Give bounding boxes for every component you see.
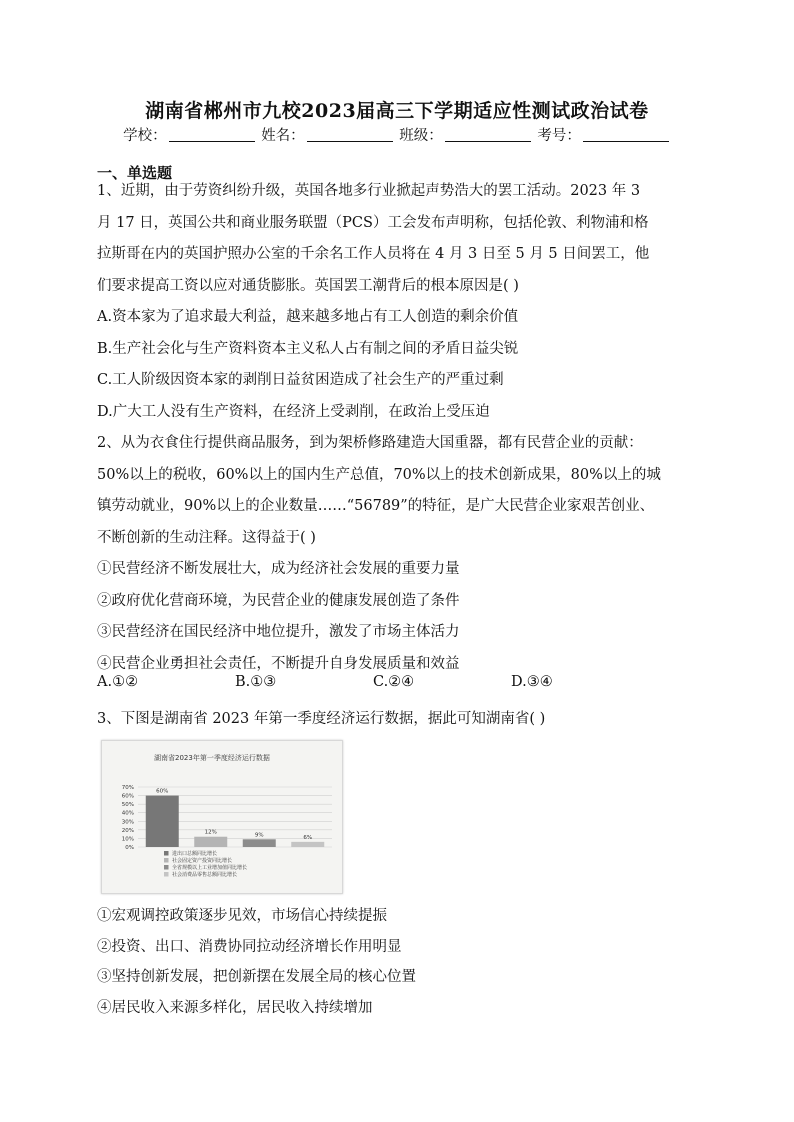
q2-statement: ④民营企业勇担社会责任，不断提升自身发展质量和效益 [97, 655, 460, 672]
q3-statement: ③坚持创新发展，把创新摆在发展全局的核心位置 [97, 969, 416, 985]
legend-swatch [164, 872, 169, 877]
school-blank[interactable] [169, 127, 255, 142]
q1-option-b: B.生产社会化与生产资料资本主义私人占有制之间的矛盾日益尖锐 [97, 340, 519, 357]
exam-number-blank[interactable] [583, 127, 669, 142]
exam-number-label: 考号： [537, 128, 581, 144]
q1-stem-line: 拉斯哥在内的英国护照办公室的千余名工作人员将在 4 月 3 日至 5 月 5 日间罢工，他 [97, 246, 650, 262]
legend-swatch [164, 865, 169, 870]
student-info-line [0, 124, 794, 145]
legend-entry: 全省规模以上工业增加值同比增长 [172, 865, 248, 871]
question-1 [97, 176, 712, 428]
q2-statement: ②政府优化营商环境，为民营企业的健康发展创造了条件 [97, 592, 460, 609]
section-title: 一、单选题 [97, 164, 173, 182]
y-tick-label: 20% [121, 827, 134, 834]
q1-stem-line: 月 17 日，英国公共和商业服务联盟（PCS）工会发布声明称，包括伦敦、利物浦和格 [97, 214, 649, 231]
q3-statement: ①宏观调控政策逐步见效，市场信心持续提振 [97, 908, 387, 924]
legend-entry: 进出口总额同比增长 [172, 851, 218, 857]
chart-title: 湖南省2023年第一季度经济运行数据 [154, 754, 270, 762]
y-tick-label: 50% [121, 802, 134, 809]
q2-stem-line: 不断创新的生动注释。这得益于( ) [97, 529, 316, 546]
q2-option-d: D.③④ [511, 674, 553, 690]
bar-value-label: 12% [204, 829, 217, 836]
q1-stem-line: 们要求提高工资以应对通货膨胀。英国罢工潮背后的根本原因是( ) [97, 277, 519, 294]
question-3-statements [97, 901, 712, 1023]
bar [243, 839, 276, 847]
bar-value-label: 60% [156, 788, 169, 795]
q3-statement: ④居民收入来源多样化，居民收入持续增加 [97, 999, 373, 1016]
name-label: 姓名： [261, 128, 305, 144]
q2-option-b: B.①③ [235, 674, 277, 690]
bar [146, 796, 179, 847]
q2-options [97, 674, 712, 690]
class-blank[interactable] [445, 127, 531, 142]
y-tick-label: 0% [125, 845, 134, 851]
q2-option-a: A.①② [97, 674, 139, 690]
bar [291, 842, 324, 847]
school-label: 学校： [123, 128, 167, 144]
economic-data-chart [101, 740, 343, 894]
q1-option-a: A.资本家为了追求最大利益，越来越多地占有工人创造的剩余价值 [97, 309, 519, 325]
legend-entry: 社会固定资产投资同比增长 [172, 858, 233, 864]
q2-stem-line: 2、从为衣食住行提供商品服务，到为架桥修路建造大国重器，都有民营企业的贡献： [97, 435, 643, 451]
legend-swatch [164, 858, 169, 863]
y-tick-label: 30% [121, 819, 134, 826]
y-tick-label: 40% [121, 810, 134, 817]
exam-title: 湖南省郴州市九校2023届高三下学期适应性测试政治试卷 [145, 100, 649, 122]
question-2 [97, 428, 712, 680]
q1-stem-line: 1、近期，由于劳资纠纷升级，英国各地多行业掀起声势浩大的罢工活动。2023 年 3 [97, 183, 641, 199]
q2-statement: ①民营经济不断发展壮大，成为经济社会发展的重要力量 [97, 561, 460, 577]
q2-statement: ③民营经济在国民经济中地位提升，激发了市场主体活力 [97, 624, 460, 640]
class-label: 班级： [399, 128, 443, 144]
bar-value-label: 9% [254, 832, 264, 839]
q1-option-c: C.工人阶级因资本家的剥削日益贫困造成了社会生产的严重过剩 [97, 372, 504, 388]
y-tick-label: 70% [121, 785, 134, 791]
bar-value-label: 6% [303, 834, 313, 841]
legend-swatch [164, 851, 169, 856]
q2-stem-line: 50%以上的税收，60%以上的国内生产总值，70%以上的技术创新成果，80%以上的城 [97, 466, 661, 483]
bar [194, 837, 227, 847]
y-tick-label: 10% [121, 836, 134, 843]
question-3-stem: 3、下图是湖南省 2023 年第一季度经济运行数据，据此可知湖南省( ) [97, 711, 546, 727]
name-blank[interactable] [307, 127, 393, 142]
bar-chart [102, 741, 342, 893]
y-tick-label: 60% [121, 793, 134, 800]
q2-stem-line: 镇劳动就业，90%以上的企业数量……“56789”的特征，是广大民营企业家艰苦创业、 [97, 498, 655, 514]
q3-statement: ②投资、出口、消费协同拉动经济增长作用明显 [97, 938, 402, 955]
q2-option-c: C.②④ [373, 674, 415, 690]
q1-option-d: D.广大工人没有生产资料，在经济上受剥削，在政治上受压迫 [97, 403, 490, 420]
legend-entry: 社会消费品零售总额同比增长 [172, 872, 238, 878]
